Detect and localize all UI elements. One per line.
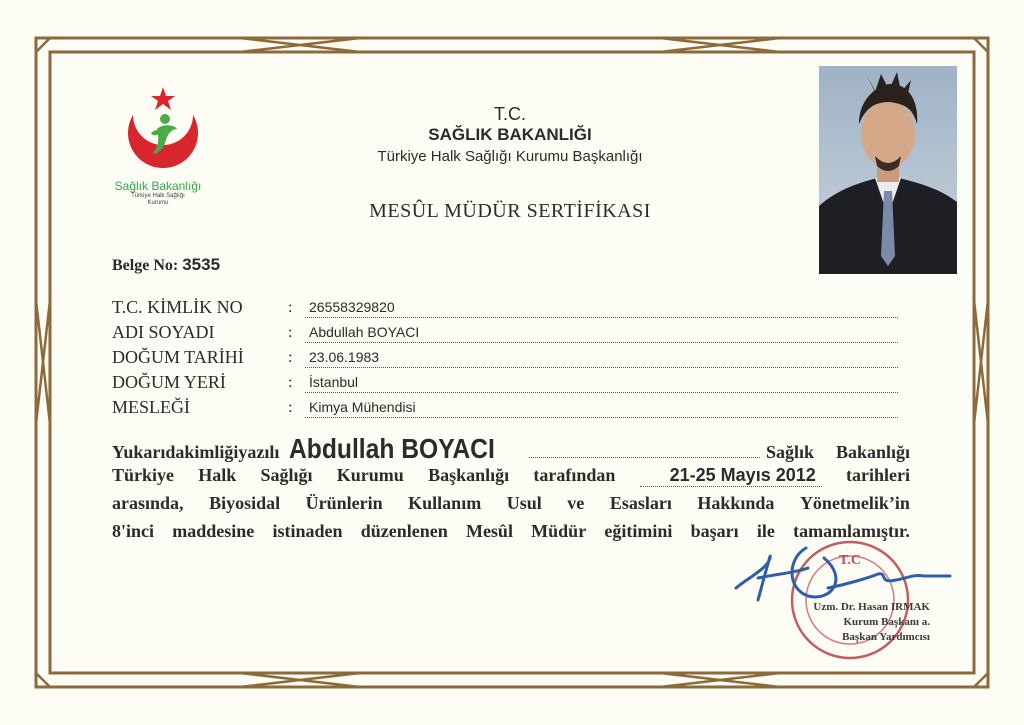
dotted-fill	[529, 441, 760, 458]
holder-name-large: Abdullah BOYACI	[289, 433, 496, 464]
body-word: arasında,	[112, 493, 184, 513]
body-word: Hakkında	[697, 493, 775, 513]
body-word: Müdür	[531, 521, 587, 541]
signatory-block	[760, 600, 930, 645]
signatory-role-1: Kurum Başkanı a.	[843, 616, 930, 628]
field-colon: :	[288, 299, 293, 316]
field-value-birthdate: 23.06.1983	[305, 349, 898, 368]
field-label-profession: MESLEĞİ	[112, 397, 190, 417]
field-value-name: Abdullah BOYACI	[305, 324, 898, 343]
body-word: Halk	[198, 465, 237, 485]
logo-subtitle-1: Türkiye Halk Sağlığı	[131, 193, 185, 199]
field-row-name	[112, 322, 898, 344]
body-word: maddesine	[172, 521, 255, 541]
body-word: Türkiye	[112, 465, 175, 485]
body-word: başarı	[690, 521, 739, 541]
header-institution: Türkiye Halk Sağlığı Kurumu Başkanlığı	[377, 148, 643, 165]
header-tc: T.C.	[493, 104, 526, 124]
body-word: Başkanlığı	[428, 465, 510, 485]
crescent-star-logo-icon	[113, 85, 203, 175]
field-value-id: 26558329820	[305, 299, 898, 318]
field-row-birthplace	[112, 372, 898, 394]
body-word: ve	[567, 493, 585, 513]
signatory-role-2: Başkan Yardımcısı	[842, 631, 930, 643]
body-word: kimliği	[184, 442, 239, 462]
body-word: Yukarıda	[112, 442, 185, 462]
field-label-id: T.C. KİMLİK NO	[112, 297, 243, 317]
field-colon: :	[288, 399, 293, 416]
field-value-birthplace: İstanbul	[305, 374, 898, 393]
body-word: düzenlenen	[360, 521, 448, 541]
body-word: tarihleri	[846, 465, 910, 485]
body-line-2	[112, 465, 910, 487]
body-word: tarafından	[533, 465, 616, 485]
body-word: Ürünlerin	[305, 493, 383, 513]
field-label-name: ADI SOYADI	[112, 322, 215, 342]
body-word: Kullanım	[408, 493, 482, 513]
ministry-logo	[106, 85, 210, 225]
body-word: Usul	[506, 493, 542, 513]
holder-name-slot	[289, 433, 766, 465]
field-row-profession	[112, 397, 898, 419]
field-value-profession: Kimya Mühendisi	[305, 399, 898, 418]
holder-photo	[819, 66, 957, 274]
body-word: Esasları	[609, 493, 672, 513]
body-word: Kurumu	[336, 465, 404, 485]
certificate-title: MESÛL MÜDÜR SERTİFİKASI	[369, 200, 651, 222]
body-word: Bakanlığı	[835, 442, 910, 462]
signatory-name: Uzm. Dr. Hasan IRMAK	[813, 601, 930, 613]
document-number-label: Belge No:	[112, 257, 179, 274]
document-number-value: 3535	[182, 255, 221, 274]
body-word: Sağlığı	[260, 465, 313, 485]
body-word: Biyosidal	[209, 493, 281, 513]
logo-subtitle-2: Kurumu	[147, 200, 169, 206]
field-label-birthdate: DOĞUM TARİHİ	[112, 347, 244, 367]
body-word: 8'inci	[112, 521, 155, 541]
field-colon: :	[288, 349, 293, 366]
body-word: Sağlık	[765, 442, 814, 462]
body-word: istinaden	[272, 521, 343, 541]
body-line-3	[112, 493, 910, 514]
field-colon: :	[288, 324, 293, 341]
body-line-1	[112, 433, 910, 465]
field-label-birthplace: DOĞUM YERİ	[112, 372, 226, 392]
body-word: tamamlamıştır.	[793, 521, 910, 541]
body-word: Mesûl	[465, 521, 513, 541]
body-word: ile	[756, 521, 775, 541]
body-word: yazılı	[238, 442, 280, 462]
header-ministry: SAĞLIK BAKANLIĞI	[428, 125, 592, 144]
body-word: Yönetmelik’in	[799, 493, 910, 513]
logo-name: Sağlık Bakanlığı	[114, 179, 202, 193]
document-number	[112, 255, 220, 275]
seal-text: T.C	[839, 553, 861, 568]
field-colon: :	[288, 374, 293, 391]
body-word: eğitimini	[604, 521, 673, 541]
field-row-id	[112, 297, 898, 319]
training-dates: 21-25 Mayıs 2012	[640, 465, 822, 487]
field-row-birthdate	[112, 347, 898, 369]
